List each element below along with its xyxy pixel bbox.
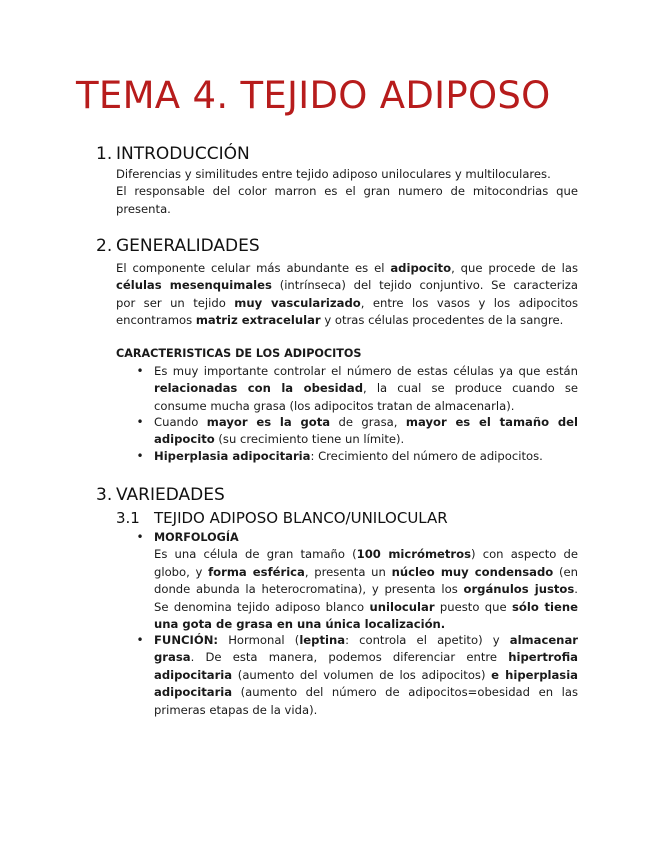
text-line: consume mucha grasa (los adipocitos tratan de almacenarla). [154,398,515,413]
section-number: 1. [96,144,113,164]
bullet-icon: • [136,415,144,429]
list-item-morfologia [136,529,578,633]
list-item [136,414,578,449]
text-line: FUNCIÓN: Hormonal (leptina: controla el apetito) y almacenar [154,633,578,647]
text-line: grasa. De esta manera, podemos diferenciar entre hipertrofia [154,650,578,665]
subsection-3-1-heading [116,509,448,527]
section-2-heading [96,236,260,256]
section-title: VARIEDADES [116,485,225,505]
list-item-funcion [136,632,578,719]
text-line: adipocito (su crecimiento tiene un límite). [154,432,405,447]
text-line: globo, y forma esférica, presenta un núcleo muy condensado (en [154,564,578,579]
subsection-number: 3.1 [116,509,140,527]
bullet-icon: • [136,633,144,647]
section-title: INTRODUCCIÓN [116,144,250,164]
list-item [136,363,578,415]
text-line: relacionadas con la obesidad, la cual se produce cuando se [154,381,578,396]
document-title: TEMA 4. TEJIDO ADIPOSO [76,74,551,117]
bullet-icon: • [136,449,144,463]
text-line: Se denomina tejido adiposo blanco unilocular puesto que sólo tiene [154,599,578,614]
text-line: donde abunda la heterocromatina), y presenta los orgánulos justos. [154,582,578,597]
section-number: 2. [96,236,113,256]
text-line: Hiperplasia adipocitaria: Crecimiento del número de adipocitos. [154,449,543,463]
text-line: El responsable del color marron es el gran numero de mitocondrias que [116,184,578,199]
section-2-paragraph [116,260,578,330]
text-line: adipocitaria (aumento del volumen de los adipocitos) e hiperplasia [154,667,578,682]
section-3-heading [96,485,225,505]
subsection-heading: CARACTERISTICAS DE LOS ADIPOCITOS [116,347,362,360]
bullet-icon: • [136,364,144,378]
text-line: El componente celular más abundante es el adipocito, que procede de las [116,261,578,275]
text-line: Cuando mayor es la gota de grasa, mayor es el tamaño del [154,415,578,429]
text-line: una gota de grasa en una única localización. [154,616,446,631]
text-line: células mesenquimales (intrínseca) del tejido conjuntivo. Se caracteriza [116,278,578,293]
list-item [136,448,578,465]
text-line: por ser un tejido muy vascularizado, entre los vasos y los adipocitos [116,295,579,310]
section-1-paragraph [116,166,578,218]
text-line: adipocitaria (aumento del número de adipocitos=obesidad en las [154,685,578,700]
bullet-icon: • [136,530,144,544]
text-line: Es muy importante controlar el número de estas células ya que están [154,364,578,378]
text-line: Diferencias y similitudes entre tejido adiposo uniloculares y multiloculares. [116,167,551,181]
section-number: 3. [96,485,113,505]
subsection-title: TEJIDO ADIPOSO BLANCO/UNILOCULAR [154,509,448,527]
section-title: GENERALIDADES [116,236,260,256]
text-line: encontramos matriz extracelular y otras células procedentes de la sangre. [116,313,564,328]
text-line: presenta. [116,201,171,216]
text-line: Es una célula de gran tamaño (100 micrómetros) con aspecto de [154,547,578,562]
text-line: primeras etapas de la vida). [154,702,318,717]
section-1-heading [96,144,250,164]
item-heading: MORFOLOGÍA [154,531,239,544]
